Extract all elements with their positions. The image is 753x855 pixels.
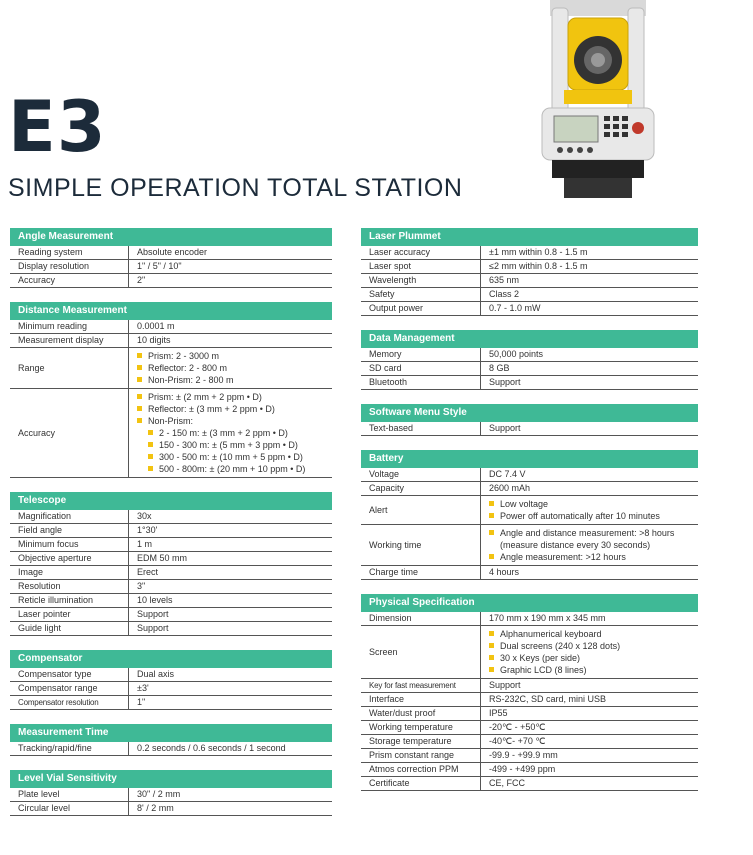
spec-key: Guide light: [10, 622, 129, 636]
screen-item: 30 x Keys (per side): [489, 652, 694, 664]
spec-value: 1" / 5" / 10": [129, 260, 333, 274]
spec-value: 0.0001 m: [129, 320, 333, 334]
software-menu-section: [361, 404, 698, 436]
spec-value: DC 7.4 V: [481, 468, 699, 482]
table-row: [10, 524, 332, 538]
spec-value: Support: [129, 622, 333, 636]
spec-value: EDM 50 mm: [129, 552, 333, 566]
table-row: [361, 626, 698, 679]
data-management-section: [361, 330, 698, 390]
alert-item: Power off automatically after 10 minutes: [489, 510, 694, 522]
spec-value: 4 hours: [481, 566, 699, 580]
spec-key: Tracking/rapid/fine: [10, 742, 129, 756]
spec-value: [481, 496, 699, 525]
table-row: [10, 802, 332, 816]
section-header: Compensator: [10, 650, 332, 668]
spec-value: 170 mm x 190 mm x 345 mm: [481, 612, 699, 626]
spec-value: -99.9 - +99.9 mm: [481, 749, 699, 763]
table-row: [10, 696, 332, 710]
spec-key: Atmos correction PPM: [361, 763, 481, 777]
table-row: [10, 682, 332, 696]
spec-key: Working temperature: [361, 721, 481, 735]
table-row: [10, 389, 332, 478]
table-row: [361, 525, 698, 566]
screen-item: Alphanumerical keyboard: [489, 628, 694, 640]
table-row: [361, 274, 698, 288]
table-row: [10, 552, 332, 566]
spec-key: Safety: [361, 288, 481, 302]
table-row: [10, 334, 332, 348]
spec-value: 30x: [129, 510, 333, 524]
spec-key: Compensator type: [10, 668, 129, 682]
battery-section: [361, 450, 698, 580]
table-row: [361, 763, 698, 777]
section-header: Distance Measurement: [10, 302, 332, 320]
spec-value: ±1 mm within 0.8 - 1.5 m: [481, 246, 699, 260]
section-header: Angle Measurement: [10, 228, 332, 246]
spec-key: Water/dust proof: [361, 707, 481, 721]
spec-key: Resolution: [10, 580, 129, 594]
spec-key: Voltage: [361, 468, 481, 482]
spec-key: Screen: [361, 626, 481, 679]
spec-key: Magnification: [10, 510, 129, 524]
table-row: [10, 594, 332, 608]
spec-key: Output power: [361, 302, 481, 316]
table-row: [361, 376, 698, 390]
screen-item: Dual screens (240 x 128 dots): [489, 640, 694, 652]
spec-value: 8 GB: [481, 362, 699, 376]
section-header: Software Menu Style: [361, 404, 698, 422]
spec-key: Working time: [361, 525, 481, 566]
left-column: [10, 228, 332, 830]
spec-key: Image: [10, 566, 129, 580]
spec-key: Key for fast measurement: [361, 679, 481, 693]
measurement-time-section: [10, 724, 332, 756]
section-header: Data Management: [361, 330, 698, 348]
spec-value: Class 2: [481, 288, 699, 302]
spec-key: Accuracy: [10, 274, 129, 288]
spec-value: Support: [481, 679, 699, 693]
spec-key: Reading system: [10, 246, 129, 260]
range-item: Reflector: 2 - 800 m: [137, 362, 328, 374]
spec-key: Circular level: [10, 802, 129, 816]
table-row: [361, 749, 698, 763]
table-row: [361, 288, 698, 302]
alert-item: Low voltage: [489, 498, 694, 510]
accuracy-subitem: 2 - 150 m: ± (3 mm + 2 ppm • D): [137, 427, 328, 439]
table-row: [361, 260, 698, 274]
right-column: [361, 228, 698, 805]
table-row: [361, 777, 698, 791]
accuracy-subitem: 150 - 300 m: ± (5 mm + 3 ppm • D): [137, 439, 328, 451]
spec-value: 1°30': [129, 524, 333, 538]
spec-value: -499 - +499 ppm: [481, 763, 699, 777]
working-time-item: Angle and distance measurement: >8 hours (measure distance every 30 seconds): [489, 527, 694, 551]
telescope-section: [10, 492, 332, 636]
table-row: [10, 566, 332, 580]
range-item: Prism: 2 - 3000 m: [137, 350, 328, 362]
table-row: [10, 246, 332, 260]
spec-key: Charge time: [361, 566, 481, 580]
working-time-item: Angle measurement: >12 hours: [489, 551, 694, 563]
spec-value: [129, 389, 333, 478]
spec-value: 2": [129, 274, 333, 288]
laser-plummet-section: [361, 228, 698, 316]
spec-value: 2600 mAh: [481, 482, 699, 496]
spec-key: SD card: [361, 362, 481, 376]
table-row: [361, 612, 698, 626]
level-vial-section: [10, 770, 332, 816]
spec-value: 635 nm: [481, 274, 699, 288]
spec-key: Measurement display: [10, 334, 129, 348]
spec-value: ≤2 mm within 0.8 - 1.5 m: [481, 260, 699, 274]
compensator-section: [10, 650, 332, 710]
table-row: [361, 496, 698, 525]
accuracy-item: Reflector: ± (3 mm + 2 ppm • D): [137, 403, 328, 415]
spec-value: Support: [481, 422, 699, 436]
table-row: [10, 348, 332, 389]
spec-value: [481, 626, 699, 679]
spec-key: Prism constant range: [361, 749, 481, 763]
spec-key: Bluetooth: [361, 376, 481, 390]
table-row: [10, 580, 332, 594]
table-row: [10, 510, 332, 524]
spec-value: Support: [481, 376, 699, 390]
table-row: [361, 566, 698, 580]
spec-key: Display resolution: [10, 260, 129, 274]
range-item: Non-Prism: 2 - 800 m: [137, 374, 328, 386]
spec-key: Plate level: [10, 788, 129, 802]
section-header: Measurement Time: [10, 724, 332, 742]
spec-value: IP55: [481, 707, 699, 721]
spec-key: Dimension: [361, 612, 481, 626]
spec-value: 0.2 seconds / 0.6 seconds / 1 second: [129, 742, 333, 756]
section-header: Level Vial Sensitivity: [10, 770, 332, 788]
table-row: [10, 742, 332, 756]
table-row: [361, 735, 698, 749]
spec-value: ±3': [129, 682, 333, 696]
spec-key: Laser spot: [361, 260, 481, 274]
table-row: [10, 622, 332, 636]
section-header: Laser Plummet: [361, 228, 698, 246]
spec-value: Absolute encoder: [129, 246, 333, 260]
table-row: [361, 422, 698, 436]
spec-key: Interface: [361, 693, 481, 707]
table-row: [361, 482, 698, 496]
spec-key: Alert: [361, 496, 481, 525]
table-row: [361, 679, 698, 693]
accuracy-subitem: 300 - 500 m: ± (10 mm + 5 ppm • D): [137, 451, 328, 463]
spec-value: 10 levels: [129, 594, 333, 608]
table-row: [361, 693, 698, 707]
physical-specification-section: [361, 594, 698, 791]
spec-key: Reticle illumination: [10, 594, 129, 608]
spec-value: Dual axis: [129, 668, 333, 682]
table-row: [10, 538, 332, 552]
section-header: Telescope: [10, 492, 332, 510]
distance-measurement-section: [10, 302, 332, 478]
table-row: [10, 274, 332, 288]
spec-value: CE, FCC: [481, 777, 699, 791]
spec-key: Compensator resolution: [10, 696, 129, 710]
spec-key: Range: [10, 348, 129, 389]
spec-key: Wavelength: [361, 274, 481, 288]
table-row: [361, 302, 698, 316]
spec-value: [481, 525, 699, 566]
table-row: [10, 608, 332, 622]
spec-value: 50,000 points: [481, 348, 699, 362]
table-row: [10, 788, 332, 802]
spec-value: 1 m: [129, 538, 333, 552]
spec-value: 0.7 - 1.0 mW: [481, 302, 699, 316]
spec-value: Support: [129, 608, 333, 622]
spec-key: Memory: [361, 348, 481, 362]
table-row: [10, 260, 332, 274]
spec-value: 8' / 2 mm: [129, 802, 333, 816]
spec-key: Minimum focus: [10, 538, 129, 552]
spec-value: [129, 348, 333, 389]
table-row: [361, 362, 698, 376]
spec-key: Text-based: [361, 422, 481, 436]
section-header: Battery: [361, 450, 698, 468]
accuracy-item: Non-Prism:: [137, 415, 328, 427]
total-station-device-image: [538, 0, 658, 205]
accuracy-item: Prism: ± (2 mm + 2 ppm • D): [137, 391, 328, 403]
table-row: [10, 668, 332, 682]
table-row: [361, 246, 698, 260]
spec-key: Minimum reading: [10, 320, 129, 334]
spec-key: Accuracy: [10, 389, 129, 478]
accuracy-subitem: 500 - 800m: ± (20 mm + 10 ppm • D): [137, 463, 328, 475]
section-header: Physical Specification: [361, 594, 698, 612]
table-row: [361, 468, 698, 482]
product-subtitle: SIMPLE OPERATION TOTAL STATION: [8, 174, 463, 202]
model-title: E3: [8, 86, 107, 168]
spec-value: RS-232C, SD card, mini USB: [481, 693, 699, 707]
screen-item: Graphic LCD (8 lines): [489, 664, 694, 676]
spec-key: Objective aperture: [10, 552, 129, 566]
table-row: [361, 707, 698, 721]
angle-measurement-section: [10, 228, 332, 288]
table-row: [361, 721, 698, 735]
spec-value: 1": [129, 696, 333, 710]
spec-value: Erect: [129, 566, 333, 580]
spec-key: Certificate: [361, 777, 481, 791]
spec-key: Storage temperature: [361, 735, 481, 749]
spec-value: -20℃ - +50℃: [481, 721, 699, 735]
table-row: [361, 348, 698, 362]
spec-key: Laser pointer: [10, 608, 129, 622]
spec-key: Field angle: [10, 524, 129, 538]
spec-key: Capacity: [361, 482, 481, 496]
spec-key: Compensator range: [10, 682, 129, 696]
spec-value: -40℃- +70 ℃: [481, 735, 699, 749]
spec-value: 30" / 2 mm: [129, 788, 333, 802]
spec-key: Laser accuracy: [361, 246, 481, 260]
spec-value: 10 digits: [129, 334, 333, 348]
spec-value: 3": [129, 580, 333, 594]
table-row: [10, 320, 332, 334]
